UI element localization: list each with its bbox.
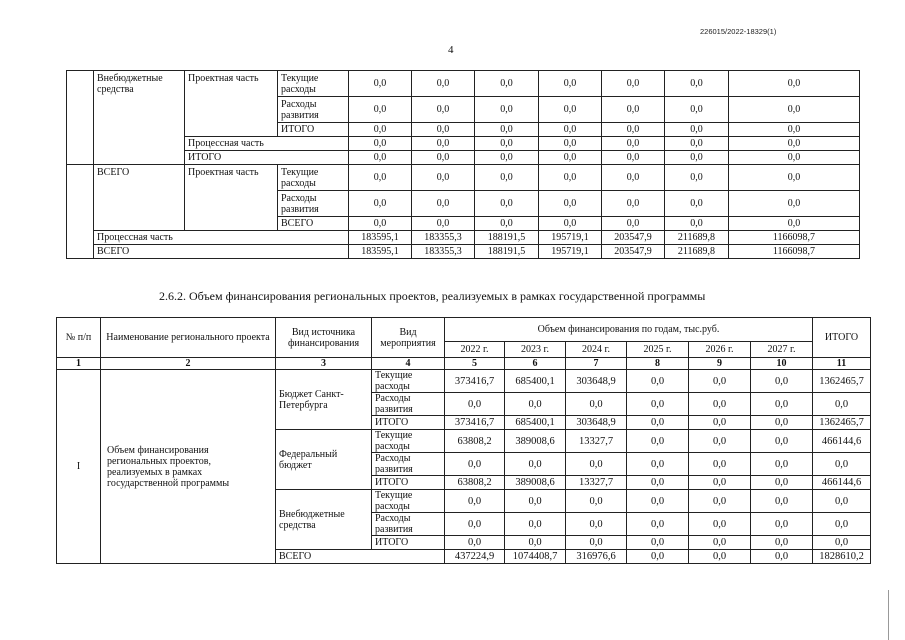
value-cell: 0,0 — [539, 71, 602, 97]
value-cell: 0,0 — [475, 191, 539, 217]
value-cell: 0,0 — [539, 123, 602, 137]
header-year: 2025 г. — [627, 342, 689, 358]
value-cell: 0,0 — [689, 393, 751, 416]
kind-cell: Расходы развития — [372, 513, 445, 536]
value-cell: 0,0 — [412, 217, 475, 231]
value-cell: 211689,8 — [665, 245, 729, 259]
value-cell: 685400,1 — [505, 370, 566, 393]
header-year: 2022 г. — [445, 342, 505, 358]
empty-cell — [67, 71, 94, 165]
col-number: 2 — [101, 358, 276, 370]
value-cell: 0,0 — [349, 217, 412, 231]
value-cell: 0,0 — [665, 71, 729, 97]
value-cell: 0,0 — [349, 151, 412, 165]
value-cell: 0,0 — [539, 191, 602, 217]
part-cell: Процессная часть — [94, 231, 349, 245]
kind-cell: Текущие расходы — [278, 71, 349, 97]
value-cell: 0,0 — [566, 490, 627, 513]
value-cell: 0,0 — [602, 123, 665, 137]
value-cell: 0,0 — [751, 536, 813, 550]
value-cell: 0,0 — [349, 123, 412, 137]
value-cell: 1166098,7 — [729, 245, 860, 259]
value-cell: 0,0 — [627, 513, 689, 536]
col-number: 7 — [566, 358, 627, 370]
total-value: 316976,6 — [566, 550, 627, 564]
value-cell: 183355,3 — [412, 231, 475, 245]
table-row — [67, 151, 860, 165]
part-cell: ИТОГО — [185, 151, 349, 165]
value-cell: 0,0 — [475, 217, 539, 231]
value-cell: 303648,9 — [566, 370, 627, 393]
col-number: 1 — [57, 358, 101, 370]
value-cell: 203547,9 — [602, 245, 665, 259]
value-cell: 0,0 — [349, 165, 412, 191]
table-row — [67, 231, 860, 245]
value-cell: 0,0 — [689, 370, 751, 393]
value-cell: 0,0 — [602, 137, 665, 151]
value-cell: 466144,6 — [813, 430, 871, 453]
col-number: 5 — [445, 358, 505, 370]
value-cell: 0,0 — [566, 536, 627, 550]
header-source: Вид источника финансирования — [276, 318, 372, 358]
value-cell: 0,0 — [627, 476, 689, 490]
value-cell: 0,0 — [475, 137, 539, 151]
source-cell: ВСЕГО — [94, 165, 185, 231]
value-cell: 0,0 — [539, 217, 602, 231]
kind-cell: ИТОГО — [278, 123, 349, 137]
part-cell: ВСЕГО — [94, 245, 349, 259]
total-value: 0,0 — [627, 550, 689, 564]
value-cell: 685400,1 — [505, 416, 566, 430]
value-cell: 0,0 — [689, 416, 751, 430]
value-cell: 0,0 — [412, 71, 475, 97]
value-cell: 0,0 — [602, 71, 665, 97]
value-cell: 0,0 — [627, 430, 689, 453]
row-number: I — [57, 370, 101, 564]
value-cell: 0,0 — [349, 71, 412, 97]
value-cell: 0,0 — [566, 453, 627, 476]
value-cell: 0,0 — [475, 97, 539, 123]
value-cell: 203547,9 — [602, 231, 665, 245]
value-cell: 0,0 — [539, 151, 602, 165]
empty-cell — [67, 165, 94, 259]
value-cell: 0,0 — [627, 453, 689, 476]
header-kind: Вид мероприятия — [372, 318, 445, 358]
col-number: 3 — [276, 358, 372, 370]
value-cell: 0,0 — [566, 513, 627, 536]
header-year: 2026 г. — [689, 342, 751, 358]
value-cell: 183595,1 — [349, 231, 412, 245]
value-cell: 0,0 — [602, 97, 665, 123]
kind-cell: ИТОГО — [372, 416, 445, 430]
value-cell: 0,0 — [539, 97, 602, 123]
document-id-stamp: 226015/2022-18329(1) — [700, 27, 777, 36]
value-cell: 0,0 — [729, 71, 860, 97]
value-cell: 0,0 — [412, 151, 475, 165]
value-cell: 0,0 — [813, 393, 871, 416]
value-cell: 183595,1 — [349, 245, 412, 259]
col-number: 8 — [627, 358, 689, 370]
value-cell: 0,0 — [751, 513, 813, 536]
value-cell: 0,0 — [627, 393, 689, 416]
value-cell: 0,0 — [751, 430, 813, 453]
value-cell: 1362465,7 — [813, 370, 871, 393]
value-cell: 0,0 — [539, 165, 602, 191]
part-cell: Проектная часть — [185, 165, 278, 231]
project-name: Объем финансирования региональных проектов, реализуемых в рамках государственной программы — [101, 370, 276, 564]
table-row — [67, 137, 860, 151]
value-cell: 0,0 — [445, 513, 505, 536]
header-year: 2023 г. — [505, 342, 566, 358]
page-number: 4 — [448, 44, 454, 56]
kind-cell: ИТОГО — [372, 476, 445, 490]
value-cell: 0,0 — [665, 137, 729, 151]
value-cell: 0,0 — [751, 490, 813, 513]
table-row — [67, 165, 860, 191]
value-cell: 183355,3 — [412, 245, 475, 259]
value-cell: 0,0 — [729, 137, 860, 151]
total-value: 1074408,7 — [505, 550, 566, 564]
value-cell: 0,0 — [813, 453, 871, 476]
value-cell: 0,0 — [729, 191, 860, 217]
value-cell: 0,0 — [627, 370, 689, 393]
value-cell: 0,0 — [665, 151, 729, 165]
value-cell: 0,0 — [813, 536, 871, 550]
value-cell: 0,0 — [412, 191, 475, 217]
value-cell: 0,0 — [412, 97, 475, 123]
value-cell: 389008,6 — [505, 476, 566, 490]
value-cell: 0,0 — [602, 191, 665, 217]
col-number: 11 — [813, 358, 871, 370]
value-cell: 63808,2 — [445, 430, 505, 453]
value-cell: 389008,6 — [505, 430, 566, 453]
value-cell: 0,0 — [665, 123, 729, 137]
value-cell: 0,0 — [505, 453, 566, 476]
value-cell: 0,0 — [475, 165, 539, 191]
table-row — [67, 71, 860, 97]
value-cell: 0,0 — [729, 217, 860, 231]
value-cell: 0,0 — [602, 151, 665, 165]
total-value: 0,0 — [689, 550, 751, 564]
column-numbers-row — [57, 358, 871, 370]
value-cell: 0,0 — [505, 513, 566, 536]
total-label: ВСЕГО — [276, 550, 445, 564]
kind-cell: ИТОГО — [372, 536, 445, 550]
value-cell: 0,0 — [602, 165, 665, 191]
value-cell: 13327,7 — [566, 430, 627, 453]
header-num: № п/п — [57, 318, 101, 358]
value-cell: 1362465,7 — [813, 416, 871, 430]
value-cell: 0,0 — [539, 137, 602, 151]
value-cell: 0,0 — [689, 430, 751, 453]
total-value: 0,0 — [751, 550, 813, 564]
value-cell: 0,0 — [751, 453, 813, 476]
col-number: 10 — [751, 358, 813, 370]
value-cell: 0,0 — [505, 393, 566, 416]
value-cell: 466144,6 — [813, 476, 871, 490]
value-cell: 0,0 — [349, 97, 412, 123]
source-cell: Внебюджетные средства — [276, 490, 372, 550]
value-cell: 0,0 — [566, 393, 627, 416]
value-cell: 0,0 — [475, 123, 539, 137]
table-row — [57, 370, 871, 393]
kind-cell: Расходы развития — [278, 191, 349, 217]
section-heading: 2.6.2. Объем финансирования региональных проектов, реализуемых в рамках государственной программы — [159, 289, 706, 303]
value-cell: 0,0 — [665, 191, 729, 217]
value-cell: 0,0 — [627, 490, 689, 513]
kind-cell: Расходы развития — [278, 97, 349, 123]
header-year: 2024 г. — [566, 342, 627, 358]
value-cell: 0,0 — [602, 217, 665, 231]
value-cell: 0,0 — [445, 393, 505, 416]
value-cell: 0,0 — [412, 165, 475, 191]
value-cell: 0,0 — [665, 217, 729, 231]
page-edge-mark — [888, 590, 889, 640]
part-cell: Проектная часть — [185, 71, 278, 137]
value-cell: 0,0 — [445, 490, 505, 513]
header-year: 2027 г. — [751, 342, 813, 358]
value-cell: 0,0 — [475, 71, 539, 97]
source-cell: Бюджет Санкт-Петербурга — [276, 370, 372, 430]
value-cell: 0,0 — [813, 513, 871, 536]
header-total: ИТОГО — [813, 318, 871, 358]
value-cell: 0,0 — [445, 453, 505, 476]
kind-cell: Текущие расходы — [372, 490, 445, 513]
value-cell: 0,0 — [751, 476, 813, 490]
value-cell: 0,0 — [665, 97, 729, 123]
value-cell: 0,0 — [729, 123, 860, 137]
value-cell: 0,0 — [505, 490, 566, 513]
value-cell: 373416,7 — [445, 416, 505, 430]
value-cell: 0,0 — [813, 490, 871, 513]
total-value: 437224,9 — [445, 550, 505, 564]
value-cell: 0,0 — [445, 536, 505, 550]
value-cell: 0,0 — [475, 151, 539, 165]
value-cell: 0,0 — [751, 393, 813, 416]
value-cell: 188191,5 — [475, 231, 539, 245]
kind-cell: Расходы развития — [372, 393, 445, 416]
value-cell: 211689,8 — [665, 231, 729, 245]
value-cell: 303648,9 — [566, 416, 627, 430]
value-cell: 0,0 — [349, 191, 412, 217]
source-cell: Федеральный бюджет — [276, 430, 372, 490]
value-cell: 0,0 — [689, 476, 751, 490]
total-value: 1828610,2 — [813, 550, 871, 564]
value-cell: 0,0 — [505, 536, 566, 550]
value-cell: 0,0 — [665, 165, 729, 191]
part-cell: Процессная часть — [185, 137, 349, 151]
kind-cell: Текущие расходы — [372, 370, 445, 393]
header-project-name: Наименование регионального проекта — [101, 318, 276, 358]
value-cell: 373416,7 — [445, 370, 505, 393]
col-number: 4 — [372, 358, 445, 370]
financing-continuation-table — [66, 70, 860, 259]
col-number: 9 — [689, 358, 751, 370]
value-cell: 63808,2 — [445, 476, 505, 490]
col-number: 6 — [505, 358, 566, 370]
value-cell: 0,0 — [689, 536, 751, 550]
value-cell: 195719,1 — [539, 245, 602, 259]
value-cell: 0,0 — [689, 490, 751, 513]
kind-cell: Текущие расходы — [278, 165, 349, 191]
value-cell: 0,0 — [412, 123, 475, 137]
value-cell: 0,0 — [751, 416, 813, 430]
value-cell: 0,0 — [729, 97, 860, 123]
value-cell: 0,0 — [689, 513, 751, 536]
table-row — [67, 245, 860, 259]
value-cell: 0,0 — [689, 453, 751, 476]
regional-projects-table — [56, 317, 871, 564]
header-volume: Объем финансирования по годам, тыс.руб. — [445, 318, 813, 342]
value-cell: 0,0 — [412, 137, 475, 151]
value-cell: 0,0 — [729, 151, 860, 165]
kind-cell: Текущие расходы — [372, 430, 445, 453]
value-cell: 0,0 — [349, 137, 412, 151]
kind-cell: ВСЕГО — [278, 217, 349, 231]
value-cell: 195719,1 — [539, 231, 602, 245]
kind-cell: Расходы развития — [372, 453, 445, 476]
value-cell: 188191,5 — [475, 245, 539, 259]
value-cell: 0,0 — [751, 370, 813, 393]
value-cell: 0,0 — [729, 165, 860, 191]
value-cell: 13327,7 — [566, 476, 627, 490]
value-cell: 1166098,7 — [729, 231, 860, 245]
value-cell: 0,0 — [627, 536, 689, 550]
source-cell: Внебюджетные средства — [94, 71, 185, 165]
value-cell: 0,0 — [627, 416, 689, 430]
